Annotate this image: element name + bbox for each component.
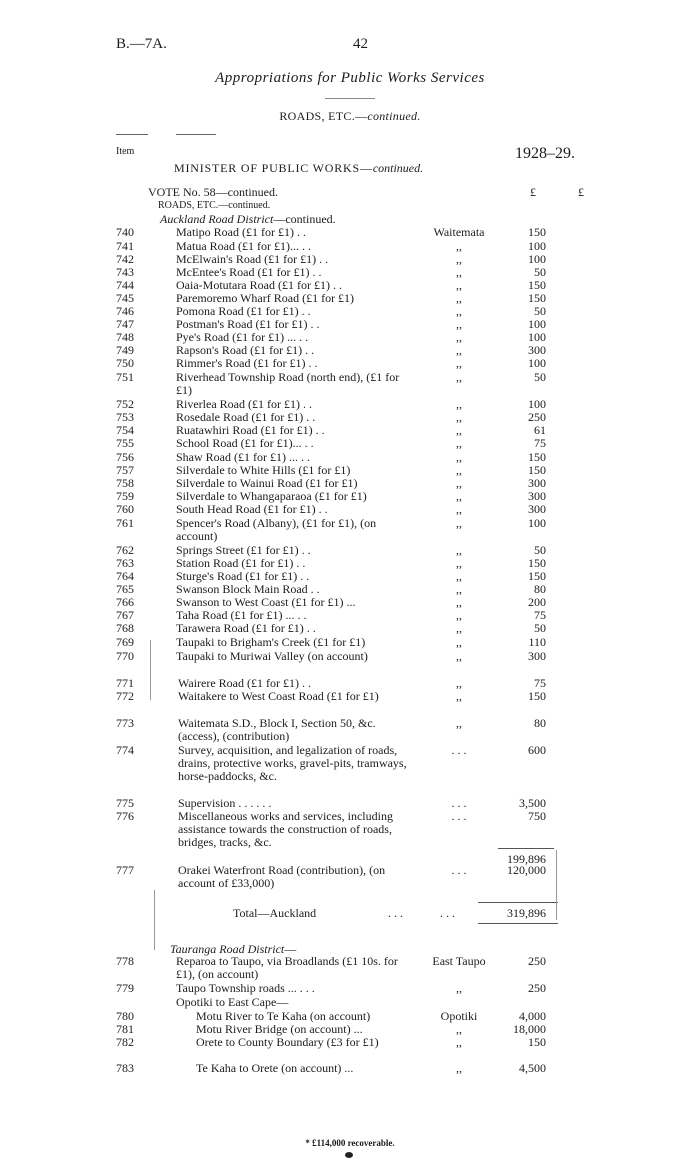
item-number: 745 <box>116 291 134 305</box>
electoral-district: ,, <box>456 304 462 318</box>
item-amount: 150 <box>528 689 546 703</box>
item-description: School Road (£1 for £1)... . . <box>176 436 314 450</box>
tauranga-district-name: Tauranga Road District <box>170 942 285 956</box>
item-amount: 50 <box>534 265 546 279</box>
item-number: 768 <box>116 621 134 635</box>
auckland-total: 319,896 <box>507 906 546 920</box>
minister-label: MINISTER OF PUBLIC WORKS— <box>174 161 373 175</box>
item-amount: 150 <box>528 569 546 583</box>
electoral-district: ,, <box>456 252 462 266</box>
item-amount: 100 <box>528 516 546 530</box>
item-number: 746 <box>116 304 134 318</box>
electoral-district: ,, <box>456 608 462 622</box>
item-number: 744 <box>116 278 134 292</box>
item-description: Pomona Road (£1 for £1) . . <box>176 304 311 318</box>
total-leader-dots-2: . . . <box>440 906 455 920</box>
electoral-district: . . . <box>451 863 467 877</box>
item-number: 755 <box>116 436 134 450</box>
item-description: Silverdale to Whangaparaoa (£1 for £1) <box>176 489 367 503</box>
item-number: 760 <box>116 502 134 516</box>
electoral-district: ,, <box>456 582 462 596</box>
item-description: Matua Road (£1 for £1)... . . <box>176 239 311 253</box>
item-description: Station Road (£1 for £1) . . <box>176 556 306 570</box>
item-amount: 100 <box>528 397 546 411</box>
item-description: Te Kaha to Orete (on account) ... <box>196 1061 354 1075</box>
item-number: 772 <box>116 689 134 703</box>
item-description: McEntee's Road (£1 for £1) . . <box>176 265 322 279</box>
electoral-district: . . . <box>451 743 467 757</box>
item-number: 777 <box>116 863 134 877</box>
item-number: 762 <box>116 543 134 557</box>
electoral-district: ,, <box>456 716 462 730</box>
item-number: 753 <box>116 410 134 424</box>
year-column-header: 1928–29. <box>515 145 575 162</box>
item-amount: 4,500 <box>519 1061 546 1075</box>
item-amount: 50 <box>534 543 546 557</box>
item-amount: 80 <box>534 716 546 730</box>
document-code: B.—7A. <box>116 36 167 52</box>
item-amount: 300 <box>528 476 546 490</box>
item-description: Swanson to West Coast (£1 for £1) ... <box>176 595 356 609</box>
vote-heading: VOTE No. 58—continued. <box>148 185 278 199</box>
item-amount: 200 <box>528 595 546 609</box>
item-description: Orete to County Boundary (£3 for £1) <box>196 1035 379 1049</box>
ink-mark <box>345 1152 353 1158</box>
electoral-district: . . . <box>451 809 467 823</box>
item-description: McElwain's Road (£1 for £1) . . <box>176 252 329 266</box>
auckland-total-label: Total—Auckland <box>233 906 317 920</box>
item-amount: 250 <box>528 410 546 424</box>
item-amount: 250 <box>528 981 546 995</box>
electoral-district: Waitemata <box>433 225 485 239</box>
item-description: Postman's Road (£1 for £1) . . <box>176 317 320 331</box>
electoral-district: . . . <box>451 796 467 810</box>
electoral-district: ,, <box>456 397 462 411</box>
minister-cont: continued. <box>372 161 424 175</box>
electoral-district: ,, <box>456 330 462 344</box>
title-rule <box>325 98 375 99</box>
item-description: Reparoa to Taupo, via Broadlands (£1 10s. for £1), (on account) <box>176 954 398 981</box>
item-amount: 150 <box>528 556 546 570</box>
footnote: * £114,000 recoverable. <box>305 1138 395 1148</box>
item-description: Matipo Road (£1 for £1) . . <box>176 225 306 239</box>
total-rule-top <box>478 902 558 903</box>
item-amount: 300 <box>528 343 546 357</box>
currency-symbol-2: £ <box>578 185 584 199</box>
vote-subhead: ROADS, ETC.—continued. <box>158 200 271 211</box>
item-amount: 50 <box>534 370 546 384</box>
margin-rule <box>154 890 155 950</box>
electoral-district: ,, <box>456 621 462 635</box>
item-amount: 120,000 <box>507 863 546 877</box>
item-number: 763 <box>116 556 134 570</box>
electoral-district: ,, <box>456 502 462 516</box>
electoral-district: ,, <box>456 317 462 331</box>
auckland-subtotal: 199,896 <box>507 852 546 866</box>
item-amount: 100 <box>528 239 546 253</box>
electoral-district: ,, <box>456 689 462 703</box>
item-amount: 150 <box>528 225 546 239</box>
item-description: Swanson Block Main Road . . <box>176 582 320 596</box>
electoral-district: ,, <box>456 291 462 305</box>
item-number: 781 <box>116 1022 134 1036</box>
item-description: Pye's Road (£1 for £1) ... . . <box>176 330 309 344</box>
item-amount: 150 <box>528 291 546 305</box>
electoral-district: ,, <box>456 649 462 663</box>
item-amount: 75 <box>534 676 546 690</box>
item-number: 782 <box>116 1035 134 1049</box>
minister-heading <box>174 161 423 176</box>
item-number: 767 <box>116 608 134 622</box>
electoral-district: ,, <box>456 450 462 464</box>
subtitle-main: ROADS, ETC.— <box>279 109 368 123</box>
item-description: Rapson's Road (£1 for £1) . . <box>176 343 315 357</box>
page-number: 42 <box>353 36 368 52</box>
item-number: 765 <box>116 582 134 596</box>
auckland-district-cont: —continued. <box>273 212 336 226</box>
item-column-header: Item <box>116 146 135 157</box>
item-description: Rosedale Road (£1 for £1) . . <box>176 410 316 424</box>
item-number: 756 <box>116 450 134 464</box>
section-subtitle <box>0 109 700 124</box>
item-number: 770 <box>116 649 134 663</box>
item-amount: 110 <box>528 635 546 649</box>
item-amount: 600 <box>528 743 546 757</box>
item-amount: 150 <box>528 278 546 292</box>
electoral-district: ,, <box>456 463 462 477</box>
item-description: Taha Road (£1 for £1) ... . . <box>176 608 307 622</box>
item-amount: 100 <box>528 317 546 331</box>
electoral-district: ,, <box>456 423 462 437</box>
item-amount: 4,000 <box>519 1009 546 1023</box>
item-amount: 18,000 <box>513 1022 546 1036</box>
item-number: 757 <box>116 463 134 477</box>
electoral-district: ,, <box>456 476 462 490</box>
auckland-district-name: Auckland Road District <box>160 212 274 226</box>
item-description: Sturge's Road (£1 for £1) . . <box>176 569 310 583</box>
item-description: Wairere Road (£1 for £1) . . <box>178 676 311 690</box>
subtitle-cont: continued. <box>367 109 421 123</box>
page-title: Appropriations for Public Works Services <box>215 70 485 86</box>
electoral-district: ,, <box>456 981 462 995</box>
item-number: 759 <box>116 489 134 503</box>
electoral-district: ,, <box>456 1035 462 1049</box>
item-number: 779 <box>116 981 134 995</box>
item-description: Shaw Road (£1 for £1) ... . . <box>176 450 310 464</box>
column-rule <box>556 850 557 920</box>
item-number: 754 <box>116 423 134 437</box>
electoral-district: ,, <box>456 556 462 570</box>
electoral-district: ,, <box>456 569 462 583</box>
electoral-district: ,, <box>456 676 462 690</box>
item-description: Ruatawhiri Road (£1 for £1) . . <box>176 423 325 437</box>
electoral-district: ,, <box>456 516 462 530</box>
item-description: Oaia-Motutara Road (£1 for £1) . . <box>176 278 342 292</box>
electoral-district: ,, <box>456 1061 462 1075</box>
electoral-district: ,, <box>456 410 462 424</box>
total-rule-bottom <box>478 923 558 924</box>
item-amount: 150 <box>528 463 546 477</box>
item-description: Taupaki to Muriwai Valley (on account) <box>176 649 368 663</box>
item-number: 780 <box>116 1009 134 1023</box>
item-amount: 50 <box>534 621 546 635</box>
item-amount: 50 <box>534 304 546 318</box>
electoral-district: ,, <box>456 1022 462 1036</box>
subtotal-rule <box>498 848 554 849</box>
electoral-district: ,, <box>456 278 462 292</box>
item-number: 749 <box>116 343 134 357</box>
electoral-district: ,, <box>456 595 462 609</box>
item-description: Opotiki to East Cape— <box>176 995 289 1009</box>
item-amount: 300 <box>528 489 546 503</box>
item-amount: 300 <box>528 502 546 516</box>
item-amount: 3,500 <box>519 796 546 810</box>
item-number: 751 <box>116 370 134 384</box>
margin-rule <box>150 640 151 700</box>
item-description: Springs Street (£1 for £1) . . <box>176 543 311 557</box>
item-amount: 100 <box>528 252 546 266</box>
item-amount: 150 <box>528 450 546 464</box>
item-description: Waitemata S.D., Block I, Section 50, &c. (access), (contribution) <box>178 716 376 743</box>
item-number: 742 <box>116 252 134 266</box>
item-amount: 75 <box>534 608 546 622</box>
item-amount: 100 <box>528 356 546 370</box>
electoral-district: ,, <box>456 370 462 384</box>
item-amount: 75 <box>534 436 546 450</box>
item-description: Miscellaneous works and services, including assistance towards the construction of roads, bridges, tracks, &c. <box>178 809 393 849</box>
item-number: 778 <box>116 954 134 968</box>
item-number: 743 <box>116 265 134 279</box>
item-amount: 80 <box>534 582 546 596</box>
item-number: 747 <box>116 317 134 331</box>
total-leader-dots-1: . . . <box>388 906 403 920</box>
item-number: 769 <box>116 635 134 649</box>
item-description: Paremoremo Wharf Road (£1 for £1) <box>176 291 355 305</box>
item-description: Riverlea Road (£1 for £1) . . <box>176 397 312 411</box>
electoral-district: ,, <box>456 489 462 503</box>
item-description: Waitakere to West Coast Road (£1 for £1) <box>178 689 379 703</box>
electoral-district: ,, <box>456 543 462 557</box>
item-number: 748 <box>116 330 134 344</box>
electoral-district: ,, <box>456 356 462 370</box>
item-number: 764 <box>116 569 134 583</box>
item-description: South Head Road (£1 for £1) . . <box>176 502 328 516</box>
item-amount: 300 <box>528 649 546 663</box>
item-number: 774 <box>116 743 134 757</box>
item-description: Rimmer's Road (£1 for £1) . . <box>176 356 318 370</box>
item-number: 771 <box>116 676 134 690</box>
tauranga-district-cont: — <box>284 942 297 956</box>
item-number: 752 <box>116 397 134 411</box>
electoral-district: East Taupo <box>432 954 486 968</box>
item-amount: 61 <box>534 423 546 437</box>
item-description: Taupaki to Brigham's Creek (£1 for £1) <box>176 635 366 649</box>
item-number: 761 <box>116 516 134 530</box>
item-number: 741 <box>116 239 134 253</box>
item-description: Supervision . . . . . . <box>178 796 272 810</box>
item-number: 775 <box>116 796 134 810</box>
header-rule-left <box>116 134 148 135</box>
item-number: 766 <box>116 595 134 609</box>
electoral-district: ,, <box>456 436 462 450</box>
electoral-district: ,, <box>456 265 462 279</box>
electoral-district: Opotiki <box>440 1009 478 1023</box>
item-description: Silverdale to White Hills (£1 for £1) <box>176 463 351 477</box>
item-description: Taupo Township roads ... . . . <box>176 981 315 995</box>
item-description: Riverhead Township Road (north end), (£1 for £1) <box>176 370 400 397</box>
electoral-district: ,, <box>456 343 462 357</box>
item-amount: 250 <box>528 954 546 968</box>
item-description: Motu River to Te Kaha (on account) <box>196 1009 371 1023</box>
item-description: Motu River Bridge (on account) ... <box>196 1022 363 1036</box>
item-amount: 150 <box>528 1035 546 1049</box>
item-description: Survey, acquisition, and legalization of roads, drains, protective works, gravel-pits, tramways, horse-paddocks, &c. <box>178 743 407 783</box>
item-number: 750 <box>116 356 134 370</box>
item-amount: 750 <box>528 809 546 823</box>
item-number: 773 <box>116 716 134 730</box>
item-number: 783 <box>116 1061 134 1075</box>
item-description: Tarawera Road (£1 for £1) . . <box>176 621 316 635</box>
header-rule-right <box>176 134 216 135</box>
electoral-district: ,, <box>456 635 462 649</box>
item-number: 758 <box>116 476 134 490</box>
item-amount: 100 <box>528 330 546 344</box>
item-number: 776 <box>116 809 134 823</box>
item-description: Orakei Waterfront Road (contribution), (on account of £33,000) <box>178 863 386 890</box>
electoral-district: ,, <box>456 239 462 253</box>
item-description: Spencer's Road (Albany), (£1 for £1), (on account) <box>176 516 377 543</box>
item-number: 740 <box>116 225 134 239</box>
item-description: Silverdale to Wainui Road (£1 for £1) <box>176 476 358 490</box>
currency-symbol-1: £ <box>530 185 536 199</box>
